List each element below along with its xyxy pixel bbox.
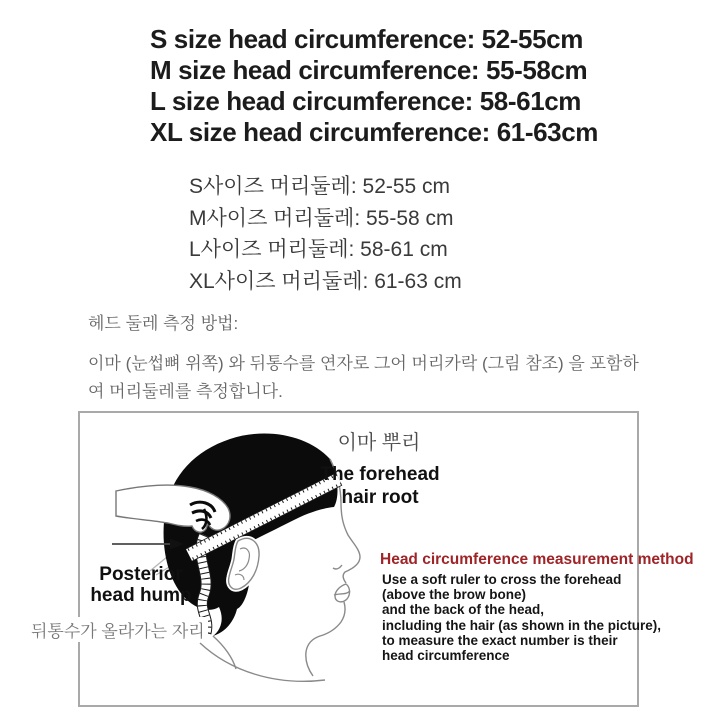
size-line-xl: XL size head circumference: 61-63cm — [150, 117, 598, 147]
size-line-s: S size head circumference: 52-55cm — [150, 24, 583, 54]
measure-method-heading-kr: 헤드 둘레 측정 방법: — [88, 314, 239, 333]
nostril-line — [333, 565, 342, 569]
posterior-label-line-1: Posterior — [99, 564, 183, 585]
back-of-head-label-kr: 뒤통수가 올라가는 자리 — [28, 617, 208, 642]
method-line-4: including the hair (as shown in the picture), — [382, 617, 662, 633]
method-line-5: to measure the exact number is their — [382, 632, 618, 648]
forehead-label-line-1: The forehead — [320, 464, 440, 485]
measurement-diagram-box — [31, 411, 694, 707]
neck-back-line — [213, 636, 236, 669]
method-line-1: Use a soft ruler to cross the forehead — [382, 572, 622, 587]
size-line-l-kr: L사이즈 머리둘레: 58-61 cm — [189, 238, 448, 261]
forehead-root-label-kr: 이마 뿌리 — [337, 432, 421, 454]
method-instructions-en — [382, 572, 661, 663]
method-line-3: and the back of the head, — [382, 602, 545, 618]
measure-method-line-1: 이마 (눈썹뼈 위쪽) 와 뒤통수를 연자로 그어 머리카락 (그림 참조) 을 포함하 — [88, 354, 639, 373]
size-line-m: M size head circumference: 55-58cm — [150, 55, 588, 85]
method-line-2: (above the brow bone) — [382, 587, 527, 603]
size-chart-korean — [189, 171, 462, 297]
posterior-label-line-2: head hump — [90, 585, 192, 606]
size-line-l: L size head circumference: 58-61cm — [150, 86, 582, 116]
forehead-label-line-2: hair root — [341, 487, 419, 508]
size-line-xl-kr: XL사이즈 머리둘레: 61-63 cm — [189, 269, 462, 293]
size-chart-english — [150, 24, 598, 148]
measure-method-paragraph-kr — [88, 350, 639, 405]
size-line-s-kr: S사이즈 머리둘레: 52-55 cm — [189, 175, 451, 198]
forehead-hair-root-label — [310, 463, 450, 509]
size-line-m-kr: M사이즈 머리둘레: 55-58 cm — [189, 206, 454, 230]
measure-method-line-2: 여 머리둘레를 측정합니다. — [88, 381, 283, 401]
posterior-head-hump-label — [80, 564, 202, 606]
method-heading-en: Head circumference measurement method — [380, 551, 694, 568]
method-line-6: head circumference — [382, 648, 510, 664]
